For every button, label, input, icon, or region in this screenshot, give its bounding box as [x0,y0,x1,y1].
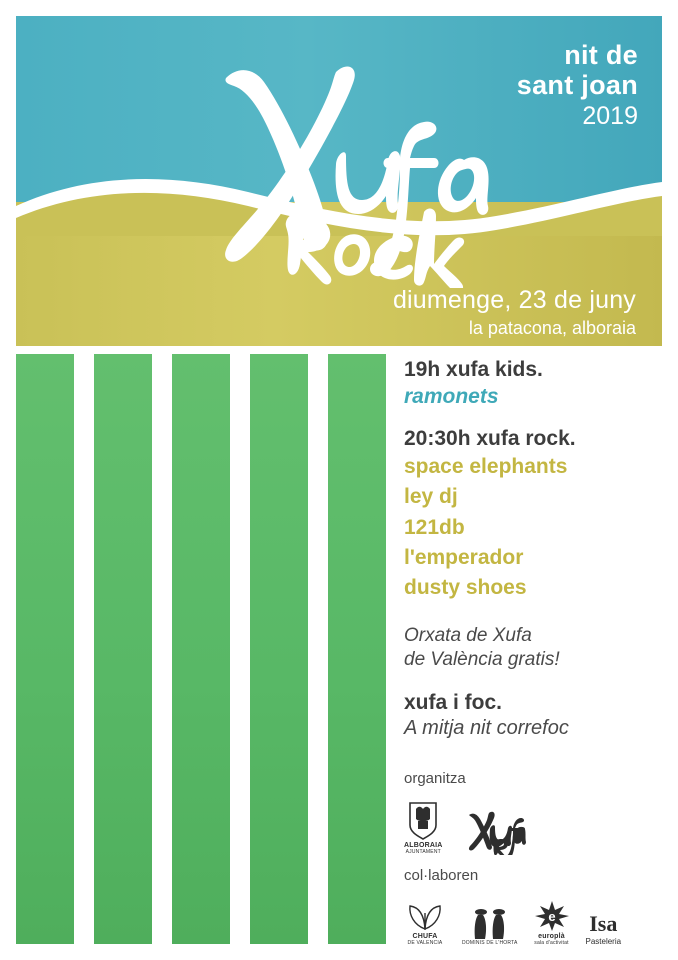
nit-line-1: nit de [564,40,638,70]
stripe-5 [328,354,386,944]
nit-line-2: sant joan [516,70,638,101]
stripe-4 [250,354,308,944]
isa-pasteleria-logo [586,913,622,946]
shield-icon [406,800,440,840]
xufa-rock-mark-icon [465,809,527,855]
alboraia-sub: AJUNTAMENT [405,849,441,855]
poster-header-banner [16,16,662,346]
europla-logo [534,901,570,946]
stripe-3 [172,354,230,944]
orxata-line-2: de València gratis! [404,648,560,670]
event-place: la patacona, alboraia [468,318,636,338]
rock-time-label: 20:30h xufa rock. [404,426,576,450]
band-5: dusty shoes [404,576,527,600]
collaboren-label: col·laboren [404,867,479,884]
isa-sub: Pasteleria [585,937,622,946]
chufa-name: CHUFA [412,933,438,940]
event-date: diumenge, 23 de juny [392,286,636,314]
alboraia-ajuntament-logo [404,800,443,855]
europla-name: europlà [538,933,565,940]
isa-name: Isa [589,911,618,936]
foc-title: xufa i foc. [404,691,503,715]
svg-text:e: e [547,909,556,924]
farmer-figures-icon [468,906,512,940]
collaborators-row [404,890,666,946]
chufa-leaf-icon [404,903,446,931]
green-stripes-decoration [16,354,384,944]
xufa-rock-logo [196,38,526,288]
europla-sub: sala d'activitat [534,940,569,946]
event-date-block [393,286,636,339]
lineup-column [404,358,666,740]
stripe-1 [16,354,74,944]
band-4: l'emperador [404,546,524,570]
band-1: space elephants [404,454,568,478]
chufa-sub: DE VALENCIA [407,940,443,946]
kids-act-name: ramonets [404,384,499,408]
alboraia-name: ALBORAIA [404,842,443,849]
organizers-row [404,793,666,855]
sponsors-section [404,770,666,946]
xufa-rock-mini-logo [465,809,527,855]
dominis-horta-logo [462,906,518,946]
orxata-line-1: Orxata de Xufa [404,624,532,646]
europla-star-icon [534,901,570,931]
event-subtitle [517,40,638,130]
orxata-note [404,624,666,672]
kids-time-label: 19h xufa kids. [404,358,543,381]
dominis-name: DOMINIS DE L'HORTA [462,940,518,946]
band-3: 121db [404,515,465,539]
stripe-2 [94,354,152,944]
band-2: ley dj [404,485,458,509]
foc-subtitle: A mitja nit correfoc [404,717,569,740]
chufa-de-valencia-logo [404,903,446,946]
event-year: 2019 [582,102,638,131]
organiza-label: organitza [404,770,466,787]
